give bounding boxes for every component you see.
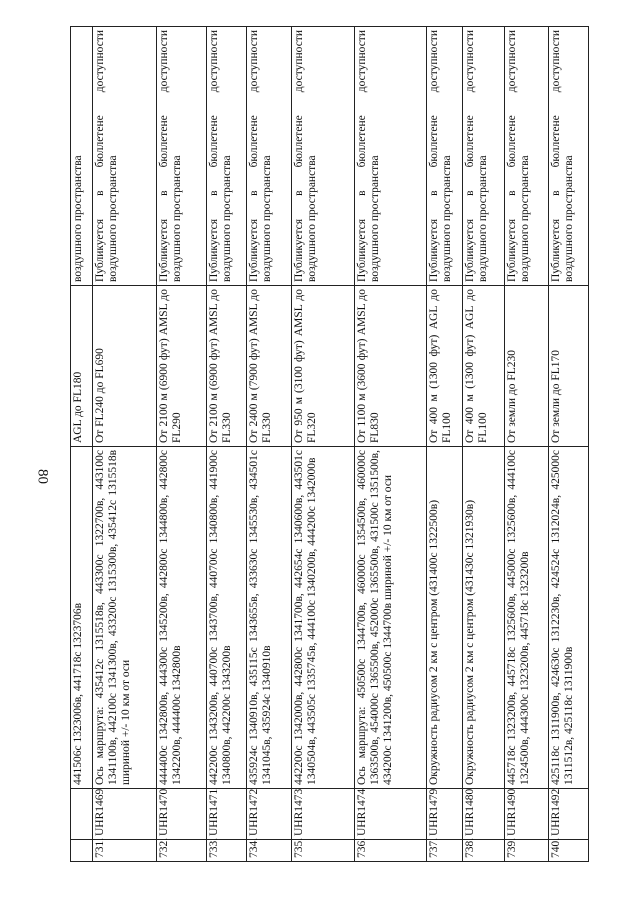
zone-geometry: 442200с 1343200в, 440700с 1343700в, 440700с 1340800в, 441900с 1340800в, 442200с 1343200в: [207, 447, 247, 789]
zone-geometry: 435924с 1340910в, 435115с 1343655в, 433630с 1345530в, 434501с 1341045в, 435924с 1340910в: [247, 447, 292, 789]
row-number: [71, 840, 93, 862]
zone-note: воздушного пространства: [71, 27, 93, 286]
zone-id: [71, 789, 93, 840]
zone-geometry: Ось маршрута: 435412с 1315518в, 443300с 1322700в, 443100с 1341100в, 442100с 1341300в, 433200с 1315300в, 435412с 1315518в шириной +/- 10 км от оси: [93, 447, 157, 789]
table-row: [71, 27, 93, 862]
zone-note: Публикуется в бюллетене доступности воздушного пространства: [355, 27, 427, 286]
zone-id: UHR1469: [93, 789, 157, 840]
table-row: [247, 27, 292, 862]
row-number: 732.: [157, 840, 207, 862]
zone-id: UHR1490: [505, 789, 549, 840]
zone-geometry: Окружность радиусом 2 км с центром (431400с 1322500в): [427, 447, 463, 789]
zone-id: UHR1470: [157, 789, 207, 840]
zone-note: Публикуется в бюллетене доступности воздушного пространства: [207, 27, 247, 286]
rotated-table-page: [70, 27, 623, 862]
zone-altitude: От земли до FL230: [505, 286, 549, 447]
zone-geometry: 425118с 1311900в, 424630с 1312230в, 424524с 1312024в, 425000с 1311512в, 425118с 1311900в: [549, 447, 589, 789]
zone-geometry: Окружность радиусом 2 км с центром (431430с 1321930в): [463, 447, 505, 789]
zone-id: UHR1479: [427, 789, 463, 840]
row-number: 734.: [247, 840, 292, 862]
zone-id: UHR1472: [247, 789, 292, 840]
zone-note: Публикуется в бюллетене доступности воздушного пространства: [292, 27, 355, 286]
table-row: [93, 27, 157, 862]
zone-geometry: 441506с 1323006в, 441718с 1323706в: [71, 447, 93, 789]
table-row: [292, 27, 355, 862]
zone-id: UHR1471: [207, 789, 247, 840]
row-number: 737.: [427, 840, 463, 862]
zone-id: UHR1492: [549, 789, 589, 840]
table-row: [463, 27, 505, 862]
table-row: [157, 27, 207, 862]
zone-geometry: 442200с 1342000в, 442800с 1341700в, 442654с 1340600в, 443501с 1340504в, 443505с 1335745в, 444100с 1340200в, 444200с 1342000в: [292, 447, 355, 789]
zone-id: UHR1474: [355, 789, 427, 840]
zone-note: Публикуется в бюллетене доступности воздушного пространства: [505, 27, 549, 286]
zone-altitude: От 2100 м (6900 фут) AMSL до FL330: [207, 286, 247, 447]
zone-geometry: 445718с 1323200в, 445718с 1325600в, 445000с 1325600в, 444100с 1324500в, 444300с 1323200в, 445718с 1323200в: [505, 447, 549, 789]
zone-note: Публикуется в бюллетене доступности воздушного пространства: [247, 27, 292, 286]
zone-altitude: От 1100 м (3600 фут) AMSL до FL830: [355, 286, 427, 447]
zone-id: UHR1480: [463, 789, 505, 840]
table-row: [355, 27, 427, 862]
zone-altitude: От 400 м (1300 фут) AGL до FL100: [427, 286, 463, 447]
zone-geometry: Ось маршрута: 450500с 1344700в, 460000с 1354500в, 460000с 1363500в, 454000с 1365500в, 452000с 1365500в, 431500с 1351500в, 434200с 1341200в, 450500с 1344700в шириной +/- 10 км от оси: [355, 447, 427, 789]
zone-note: Публикуется в бюллетене доступности воздушного пространства: [549, 27, 589, 286]
zone-altitude: От 400 м (1300 фут) AGL до FL100: [463, 286, 505, 447]
zone-altitude: От FL240 до FL690: [93, 286, 157, 447]
row-number: 738.: [463, 840, 505, 862]
row-number: 740.: [549, 840, 589, 862]
row-number: 733.: [207, 840, 247, 862]
zone-note: Публикуется в бюллетене доступности воздушного пространства: [93, 27, 157, 286]
zone-altitude: От 2400 м (7900 фут) AMSL до FL330: [247, 286, 292, 447]
table-row: [505, 27, 549, 862]
zone-altitude: От 2100 м (6900 фут) AMSL до FL290: [157, 286, 207, 447]
zone-altitude: AGL до FL180: [71, 286, 93, 447]
zone-altitude: От 950 м (3100 фут) AMSL до FL320: [292, 286, 355, 447]
table-row: [549, 27, 589, 862]
table-row: [427, 27, 463, 862]
zone-note: Публикуется в бюллетене доступности воздушного пространства: [463, 27, 505, 286]
zone-id: UHR1473: [292, 789, 355, 840]
page-number: 80: [34, 469, 51, 484]
zone-note: Публикуется в бюллетене доступности воздушного пространства: [157, 27, 207, 286]
zone-geometry: 444400с 1342800в, 444300с 1345200в, 442800с 1344800в, 442800с 1342200в, 444400с 1342800в: [157, 447, 207, 789]
row-number: 739.: [505, 840, 549, 862]
row-number: 731.: [93, 840, 157, 862]
airspace-table: [70, 26, 589, 862]
zone-altitude: От земли до FL170: [549, 286, 589, 447]
row-number: 736.: [355, 840, 427, 862]
zone-note: Публикуется в бюллетене доступности воздушного пространства: [427, 27, 463, 286]
row-number: 735.: [292, 840, 355, 862]
table-row: [207, 27, 247, 862]
